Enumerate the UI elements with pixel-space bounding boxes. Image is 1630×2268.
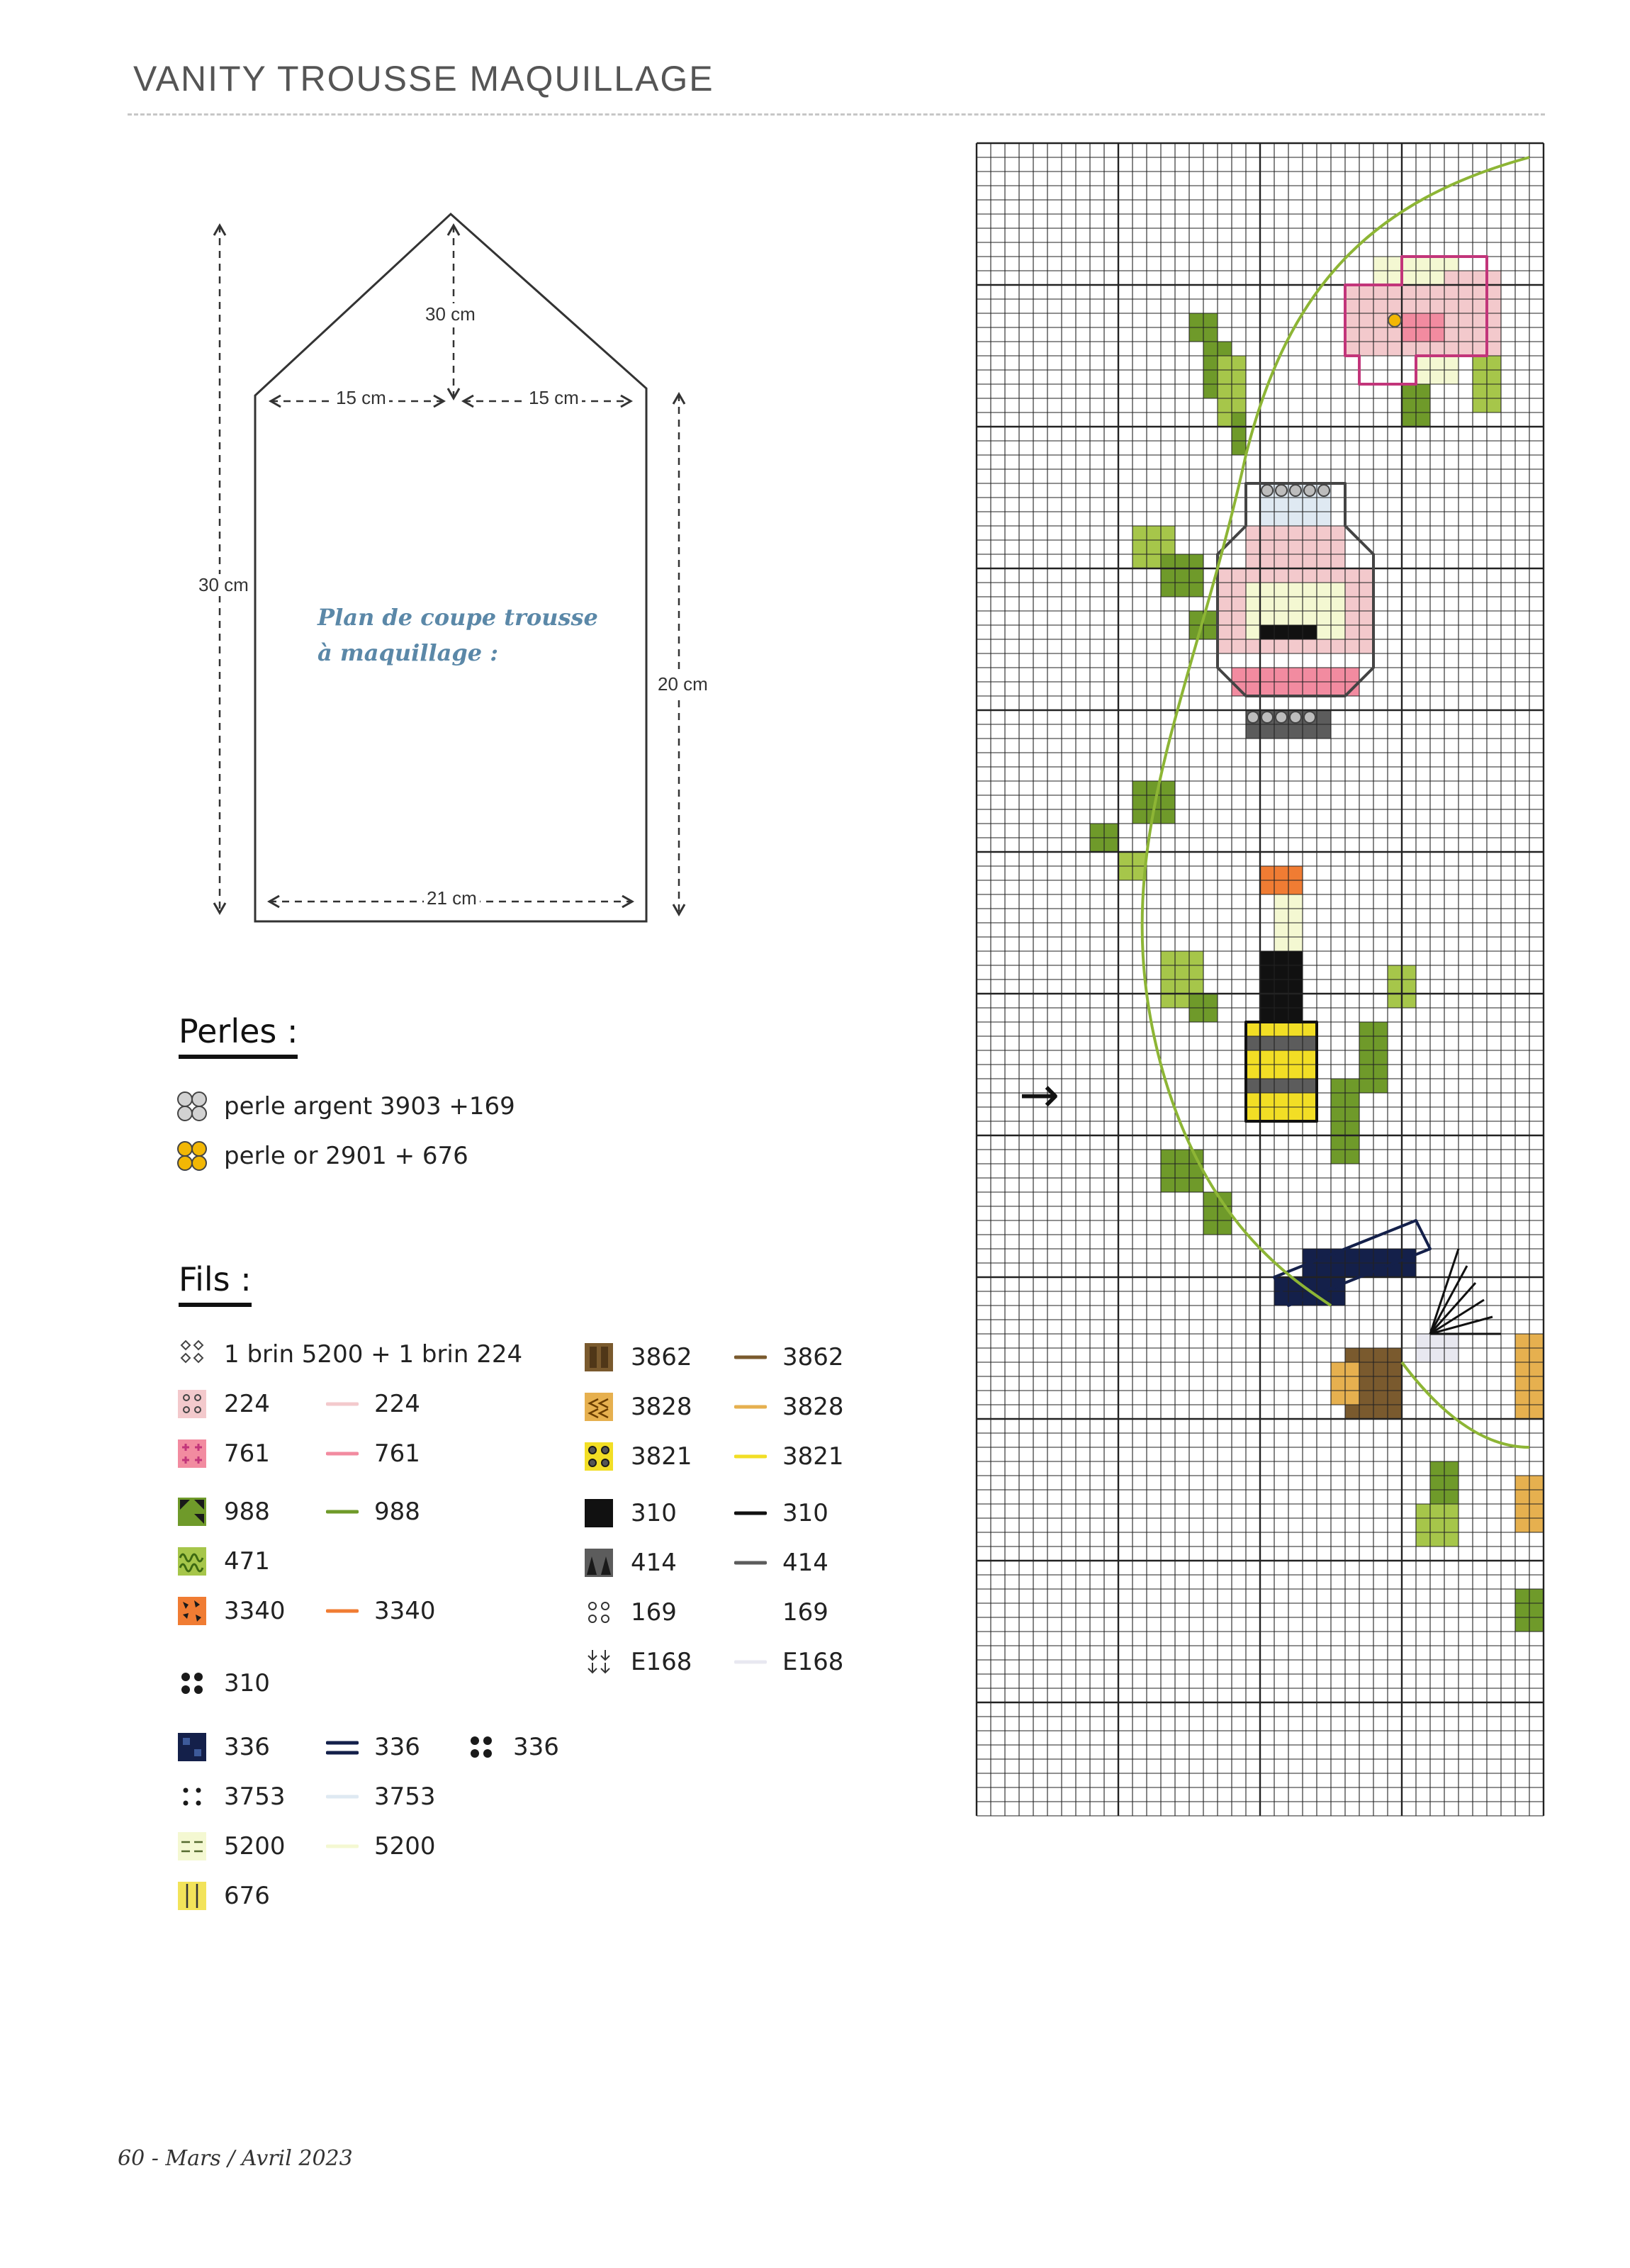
legend-fil-item <box>583 1646 692 1678</box>
thread-symbol-icon <box>734 1391 767 1423</box>
thread-symbol-icon <box>326 1830 359 1863</box>
dim-bottom-label: 21 cm <box>424 887 480 909</box>
legend-label: E168 <box>782 1648 844 1676</box>
thread-symbol-icon <box>734 1497 767 1529</box>
legend-label: 336 <box>374 1733 420 1761</box>
thread-symbol-icon <box>176 1830 208 1863</box>
thread-symbol-icon <box>176 1388 208 1420</box>
legend-fil-item <box>465 1731 559 1763</box>
bead-silver-icon <box>176 1090 208 1123</box>
legend-label: E168 <box>631 1648 692 1676</box>
legend-label: 3821 <box>631 1442 692 1471</box>
legend-fil-item <box>326 1731 420 1763</box>
thread-symbol-icon <box>176 1780 208 1813</box>
thread-symbol-icon <box>326 1780 359 1813</box>
legend-label: 3821 <box>782 1442 844 1471</box>
legend-label: 169 <box>631 1598 677 1627</box>
legend-fil-item <box>734 1546 828 1579</box>
legend-fil-item <box>583 1497 677 1529</box>
dim-left-height-label: 30 cm <box>196 574 252 596</box>
perles-heading: Perles : <box>179 1012 298 1059</box>
legend-fil-item <box>176 1495 270 1528</box>
page-title: VANITY TROUSSE MAQUILLAGE <box>133 59 714 99</box>
thread-symbol-icon <box>176 1880 208 1912</box>
thread-symbol-icon <box>583 1646 615 1678</box>
legend-fil-item <box>176 1595 286 1627</box>
legend-label: 336 <box>224 1733 270 1761</box>
legend-label: 3340 <box>374 1597 436 1625</box>
thread-symbol-icon <box>326 1388 359 1420</box>
legend-label: 414 <box>631 1549 677 1577</box>
legend-label: 988 <box>374 1498 420 1526</box>
legend-fil-item <box>176 1388 270 1420</box>
thread-symbol-icon <box>176 1437 208 1470</box>
legend-label: 1 brin 5200 + 1 brin 224 <box>224 1340 523 1369</box>
legend-label: 224 <box>374 1390 420 1418</box>
thread-symbol-icon <box>176 1595 208 1627</box>
legend-label: 3862 <box>782 1343 844 1371</box>
legend-fil-item <box>734 1341 844 1374</box>
legend-fil-item <box>734 1646 843 1678</box>
thread-symbol-icon <box>583 1440 615 1473</box>
legend-fil-item <box>734 1440 844 1473</box>
thread-symbol-icon <box>583 1391 615 1423</box>
stitch-chart <box>977 143 1544 1816</box>
fils-heading: Fils : <box>179 1260 252 1307</box>
legend-label: 5200 <box>224 1832 286 1860</box>
legend-fil-item <box>583 1546 677 1579</box>
dim-right-height-label: 20 cm <box>655 673 711 695</box>
legend-fil-item <box>176 1667 270 1700</box>
legend-perle-or <box>176 1140 468 1172</box>
legend-label: 3753 <box>224 1783 286 1811</box>
legend-fil-item <box>734 1391 844 1423</box>
thread-symbol-icon <box>326 1495 359 1528</box>
legend-label: 414 <box>782 1549 828 1577</box>
legend-fil-item <box>176 1338 522 1371</box>
dim-left-half-label: 15 cm <box>333 387 389 409</box>
thread-symbol-icon <box>734 1646 767 1678</box>
legend-fil-item <box>583 1440 692 1473</box>
legend-fil-item <box>176 1780 286 1813</box>
legend-label: 761 <box>224 1439 270 1468</box>
legend-label: 224 <box>224 1390 270 1418</box>
legend-fil-item <box>326 1595 436 1627</box>
legend-label: 310 <box>631 1499 677 1527</box>
legend-fil-item <box>326 1437 420 1470</box>
thread-symbol-icon <box>583 1497 615 1529</box>
thread-symbol-icon <box>176 1667 208 1700</box>
legend-label: 310 <box>782 1499 828 1527</box>
thread-symbol-icon <box>734 1546 767 1579</box>
thread-symbol-icon <box>176 1338 208 1371</box>
thread-symbol-icon <box>583 1596 615 1629</box>
dim-right-half-label: 15 cm <box>526 387 582 409</box>
legend-perle-argent <box>176 1090 515 1123</box>
legend-label: 3828 <box>631 1393 692 1421</box>
legend-label: 5200 <box>374 1832 436 1860</box>
legend-fil-item <box>326 1495 420 1528</box>
thread-symbol-icon <box>734 1596 767 1629</box>
thread-symbol-icon <box>734 1440 767 1473</box>
legend-label: 761 <box>374 1439 420 1468</box>
legend-label: 3753 <box>374 1783 436 1811</box>
thread-symbol-icon <box>326 1731 359 1763</box>
thread-symbol-icon <box>583 1341 615 1374</box>
legend-label: 336 <box>513 1733 559 1761</box>
thread-symbol-icon <box>583 1546 615 1579</box>
legend-label: 3862 <box>631 1343 692 1371</box>
plan-note-line2: à maquillage : <box>317 639 498 666</box>
legend-fil-item <box>583 1391 692 1423</box>
legend-fil-item <box>176 1437 270 1470</box>
legend-label: 988 <box>224 1498 270 1526</box>
legend-label: 310 <box>224 1669 270 1697</box>
plan-note-line1: Plan de coupe trousse <box>317 604 598 631</box>
thread-symbol-icon <box>465 1731 498 1763</box>
legend-fil-item <box>176 1880 270 1912</box>
legend-label: 3340 <box>224 1597 286 1625</box>
legend-fil-item <box>176 1830 286 1863</box>
thread-symbol-icon <box>176 1731 208 1763</box>
thread-symbol-icon <box>176 1545 208 1578</box>
legend-fil-item <box>326 1830 436 1863</box>
legend-fil-item <box>583 1341 692 1374</box>
page-footer: 60 - Mars / Avril 2023 <box>118 2146 353 2171</box>
legend-fil-item <box>326 1388 420 1420</box>
legend-fil-item <box>176 1545 270 1578</box>
legend-label: 676 <box>224 1882 270 1910</box>
thread-symbol-icon <box>326 1437 359 1470</box>
legend-label: perle argent 3903 +169 <box>224 1092 515 1121</box>
thread-symbol-icon <box>734 1341 767 1374</box>
legend-fil-item <box>734 1596 828 1629</box>
bead-gold-icon <box>176 1140 208 1172</box>
plan-note <box>317 600 598 670</box>
legend-fil-item <box>583 1596 677 1629</box>
legend-fil-item <box>176 1731 270 1763</box>
legend-label: 169 <box>782 1598 828 1627</box>
legend-fil-item <box>734 1497 828 1529</box>
thread-symbol-icon <box>176 1495 208 1528</box>
legend-label: perle or 2901 + 676 <box>224 1142 468 1170</box>
legend-fil-item <box>326 1780 436 1813</box>
dim-peak-label: 30 cm <box>422 303 478 325</box>
thread-symbol-icon <box>326 1595 359 1627</box>
center-arrow-icon: → <box>1019 1067 1060 1123</box>
legend-label: 471 <box>224 1547 270 1576</box>
legend-label: 3828 <box>782 1393 844 1421</box>
